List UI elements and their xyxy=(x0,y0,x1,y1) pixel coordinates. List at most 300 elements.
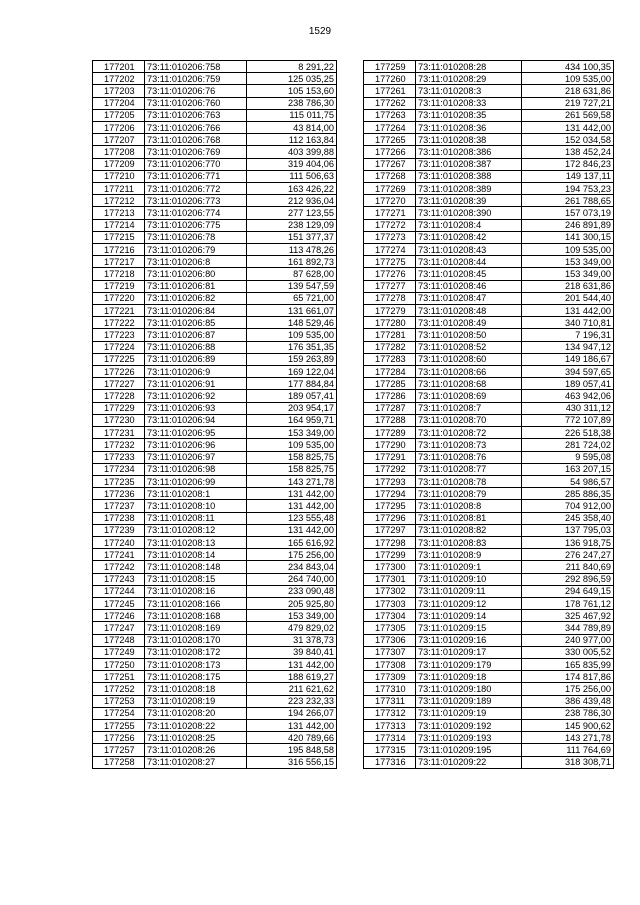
amount-cell: 158 825,75 xyxy=(247,463,337,475)
row-number-cell: 177239 xyxy=(93,524,145,536)
amount-cell: 172 846,23 xyxy=(522,158,614,170)
table-row xyxy=(93,402,337,414)
cadastral-number-cell: 73:11:010206:95 xyxy=(145,427,247,439)
table-left-body xyxy=(93,61,337,769)
cadastral-number-cell: 73:11:010206:76 xyxy=(145,85,247,97)
cadastral-number-cell: 73:11:010208:20 xyxy=(145,707,247,719)
amount-cell: 276 247,27 xyxy=(522,549,614,561)
row-number-cell: 177316 xyxy=(364,756,416,768)
table-row xyxy=(93,683,337,695)
table-row xyxy=(93,719,337,731)
cadastral-number-cell: 73:11:010208:13 xyxy=(145,536,247,548)
cadastral-number-cell: 73:11:010209:19 xyxy=(416,707,522,719)
amount-cell: 153 349,00 xyxy=(522,268,614,280)
table-row xyxy=(93,134,337,146)
amount-cell: 189 057,41 xyxy=(247,390,337,402)
amount-cell: 175 256,00 xyxy=(522,683,614,695)
amount-cell: 105 153,60 xyxy=(247,85,337,97)
table-row xyxy=(93,195,337,207)
table-row xyxy=(364,744,614,756)
row-number-cell: 177252 xyxy=(93,683,145,695)
table-row xyxy=(364,195,614,207)
row-number-cell: 177294 xyxy=(364,488,416,500)
table-row xyxy=(364,317,614,329)
amount-cell: 174 817,86 xyxy=(522,671,614,683)
table-row xyxy=(364,414,614,426)
cadastral-number-cell: 73:11:010208:45 xyxy=(416,268,522,280)
amount-cell: 131 442,00 xyxy=(522,305,614,317)
cadastral-number-cell: 73:11:010208:8 xyxy=(416,500,522,512)
cadastral-number-cell: 73:11:010208:388 xyxy=(416,170,522,182)
amount-cell: 43 814,00 xyxy=(247,122,337,134)
table-row xyxy=(364,73,614,85)
row-number-cell: 177214 xyxy=(93,219,145,231)
amount-cell: 238 129,09 xyxy=(247,219,337,231)
cadastral-number-cell: 73:11:010209:22 xyxy=(416,756,522,768)
row-number-cell: 177212 xyxy=(93,195,145,207)
row-number-cell: 177296 xyxy=(364,512,416,524)
table-row xyxy=(364,158,614,170)
amount-cell: 134 947,12 xyxy=(522,341,614,353)
table-row xyxy=(364,658,614,670)
table-row xyxy=(364,207,614,219)
table-row xyxy=(93,390,337,402)
cadastral-number-cell: 73:11:010206:98 xyxy=(145,463,247,475)
cadastral-number-cell: 73:11:010208:49 xyxy=(416,317,522,329)
row-number-cell: 177263 xyxy=(364,109,416,121)
table-row xyxy=(364,97,614,109)
row-number-cell: 177315 xyxy=(364,744,416,756)
cadastral-number-cell: 73:11:010206:760 xyxy=(145,97,247,109)
row-number-cell: 177219 xyxy=(93,280,145,292)
table-row xyxy=(93,732,337,744)
row-number-cell: 177237 xyxy=(93,500,145,512)
table-row xyxy=(364,585,614,597)
row-number-cell: 177256 xyxy=(93,732,145,744)
cadastral-number-cell: 73:11:010208:36 xyxy=(416,122,522,134)
amount-cell: 292 896,59 xyxy=(522,573,614,585)
row-number-cell: 177228 xyxy=(93,390,145,402)
table-row xyxy=(364,475,614,487)
cadastral-number-cell: 73:11:010209:195 xyxy=(416,744,522,756)
amount-cell: 238 786,30 xyxy=(522,707,614,719)
cadastral-number-cell: 73:11:010206:80 xyxy=(145,268,247,280)
table-row xyxy=(364,183,614,195)
cadastral-number-cell: 73:11:010208:1 xyxy=(145,488,247,500)
amount-cell: 111 764,69 xyxy=(522,744,614,756)
amount-cell: 145 900,62 xyxy=(522,719,614,731)
row-number-cell: 177298 xyxy=(364,536,416,548)
amount-cell: 218 631,86 xyxy=(522,85,614,97)
amount-cell: 264 740,00 xyxy=(247,573,337,585)
cadastral-number-cell: 73:11:010208:166 xyxy=(145,597,247,609)
cadastral-number-cell: 73:11:010206:79 xyxy=(145,244,247,256)
table-row xyxy=(93,183,337,195)
amount-cell: 294 649,15 xyxy=(522,585,614,597)
row-number-cell: 177210 xyxy=(93,170,145,182)
row-number-cell: 177243 xyxy=(93,573,145,585)
amount-cell: 479 829,02 xyxy=(247,622,337,634)
amount-cell: 261 788,65 xyxy=(522,195,614,207)
cadastral-number-cell: 73:11:010208:170 xyxy=(145,634,247,646)
table-row xyxy=(93,97,337,109)
cadastral-number-cell: 73:11:010208:25 xyxy=(145,732,247,744)
amount-cell: 152 034,58 xyxy=(522,134,614,146)
amount-cell: 319 404,06 xyxy=(247,158,337,170)
amount-cell: 161 892,73 xyxy=(247,256,337,268)
cadastral-number-cell: 73:11:010206:84 xyxy=(145,305,247,317)
amount-cell: 211 840,69 xyxy=(522,561,614,573)
amount-cell: 316 556,15 xyxy=(247,756,337,768)
amount-cell: 195 848,58 xyxy=(247,744,337,756)
amount-cell: 109 535,00 xyxy=(247,329,337,341)
table-row xyxy=(364,134,614,146)
table-row xyxy=(364,231,614,243)
cadastral-number-cell: 73:11:010208:47 xyxy=(416,292,522,304)
table-row xyxy=(93,646,337,658)
cadastral-number-cell: 73:11:010208:44 xyxy=(416,256,522,268)
cadastral-number-cell: 73:11:010208:35 xyxy=(416,109,522,121)
cadastral-number-cell: 73:11:010206:758 xyxy=(145,61,247,73)
row-number-cell: 177300 xyxy=(364,561,416,573)
cadastral-number-cell: 73:11:010206:772 xyxy=(145,183,247,195)
table-row xyxy=(93,329,337,341)
row-number-cell: 177266 xyxy=(364,146,416,158)
amount-cell: 169 122,04 xyxy=(247,366,337,378)
table-row xyxy=(93,549,337,561)
table-row xyxy=(93,73,337,85)
cadastral-number-cell: 73:11:010206:8 xyxy=(145,256,247,268)
amount-cell: 285 886,35 xyxy=(522,488,614,500)
cadastral-number-cell: 73:11:010206:99 xyxy=(145,475,247,487)
row-number-cell: 177285 xyxy=(364,378,416,390)
table-row xyxy=(364,61,614,73)
table-row xyxy=(364,561,614,573)
cadastral-number-cell: 73:11:010208:33 xyxy=(416,97,522,109)
table-row xyxy=(93,622,337,634)
table-row xyxy=(364,463,614,475)
table-row xyxy=(93,378,337,390)
row-number-cell: 177235 xyxy=(93,475,145,487)
row-number-cell: 177241 xyxy=(93,549,145,561)
table-row xyxy=(364,427,614,439)
amount-cell: 131 661,07 xyxy=(247,305,337,317)
row-number-cell: 177293 xyxy=(364,475,416,487)
table-row xyxy=(364,500,614,512)
cadastral-number-cell: 73:11:010208:18 xyxy=(145,683,247,695)
row-number-cell: 177262 xyxy=(364,97,416,109)
amount-cell: 87 628,00 xyxy=(247,268,337,280)
row-number-cell: 177290 xyxy=(364,439,416,451)
row-number-cell: 177278 xyxy=(364,292,416,304)
cadastral-number-cell: 73:11:010206:766 xyxy=(145,122,247,134)
row-number-cell: 177265 xyxy=(364,134,416,146)
table-row xyxy=(93,109,337,121)
table-row xyxy=(364,451,614,463)
row-number-cell: 177270 xyxy=(364,195,416,207)
cadastral-number-cell: 73:11:010208:72 xyxy=(416,427,522,439)
row-number-cell: 177206 xyxy=(93,122,145,134)
table-row xyxy=(93,695,337,707)
amount-cell: 137 795,03 xyxy=(522,524,614,536)
amount-cell: 125 035,25 xyxy=(247,73,337,85)
row-number-cell: 177216 xyxy=(93,244,145,256)
row-number-cell: 177232 xyxy=(93,439,145,451)
amount-cell: 153 349,00 xyxy=(522,256,614,268)
row-number-cell: 177273 xyxy=(364,231,416,243)
amount-cell: 203 954,17 xyxy=(247,402,337,414)
table-row xyxy=(364,695,614,707)
table-row xyxy=(93,585,337,597)
row-number-cell: 177272 xyxy=(364,219,416,231)
cadastral-number-cell: 73:11:010206:97 xyxy=(145,451,247,463)
table-row xyxy=(364,573,614,585)
amount-cell: 201 544,40 xyxy=(522,292,614,304)
cadastral-number-cell: 73:11:010208:12 xyxy=(145,524,247,536)
table-row xyxy=(364,756,614,768)
table-row xyxy=(93,268,337,280)
amount-cell: 261 569,58 xyxy=(522,109,614,121)
amount-cell: 131 442,00 xyxy=(247,658,337,670)
cadastral-number-cell: 73:11:010208:60 xyxy=(416,353,522,365)
row-number-cell: 177282 xyxy=(364,341,416,353)
amount-cell: 344 789,89 xyxy=(522,622,614,634)
table-row xyxy=(93,610,337,622)
table-row xyxy=(364,353,614,365)
table-row xyxy=(93,512,337,524)
table-row xyxy=(364,390,614,402)
row-number-cell: 177312 xyxy=(364,707,416,719)
cadastral-number-cell: 73:11:010208:27 xyxy=(145,756,247,768)
row-number-cell: 177269 xyxy=(364,183,416,195)
table-row xyxy=(93,231,337,243)
amount-cell: 772 107,89 xyxy=(522,414,614,426)
table-row xyxy=(364,719,614,731)
table-row xyxy=(364,219,614,231)
row-number-cell: 177224 xyxy=(93,341,145,353)
row-number-cell: 177274 xyxy=(364,244,416,256)
table-row xyxy=(364,488,614,500)
cadastral-number-cell: 73:11:010208:76 xyxy=(416,451,522,463)
row-number-cell: 177250 xyxy=(93,658,145,670)
amount-cell: 159 263,89 xyxy=(247,353,337,365)
cadastral-number-cell: 73:11:010208:52 xyxy=(416,341,522,353)
row-number-cell: 177276 xyxy=(364,268,416,280)
amount-cell: 131 442,00 xyxy=(247,488,337,500)
table-row xyxy=(93,573,337,585)
amount-cell: 211 621,62 xyxy=(247,683,337,695)
cadastral-number-cell: 73:11:010208:387 xyxy=(416,158,522,170)
cadastral-number-cell: 73:11:010208:70 xyxy=(416,414,522,426)
cadastral-number-cell: 73:11:010209:192 xyxy=(416,719,522,731)
row-number-cell: 177295 xyxy=(364,500,416,512)
amount-cell: 194 266,07 xyxy=(247,707,337,719)
row-number-cell: 177251 xyxy=(93,671,145,683)
row-number-cell: 177303 xyxy=(364,597,416,609)
row-number-cell: 177275 xyxy=(364,256,416,268)
row-number-cell: 177253 xyxy=(93,695,145,707)
amount-cell: 149 137,11 xyxy=(522,170,614,182)
cadastral-number-cell: 73:11:010209:18 xyxy=(416,671,522,683)
row-number-cell: 177304 xyxy=(364,610,416,622)
cadastral-number-cell: 73:11:010208:38 xyxy=(416,134,522,146)
table-row xyxy=(93,561,337,573)
amount-cell: 177 884,84 xyxy=(247,378,337,390)
table-row xyxy=(364,646,614,658)
row-number-cell: 177248 xyxy=(93,634,145,646)
table-row xyxy=(93,317,337,329)
table-row xyxy=(93,658,337,670)
table-row xyxy=(364,280,614,292)
row-number-cell: 177226 xyxy=(93,366,145,378)
row-number-cell: 177279 xyxy=(364,305,416,317)
row-number-cell: 177217 xyxy=(93,256,145,268)
row-number-cell: 177225 xyxy=(93,353,145,365)
row-number-cell: 177308 xyxy=(364,658,416,670)
cadastral-number-cell: 73:11:010206:94 xyxy=(145,414,247,426)
cadastral-number-cell: 73:11:010208:39 xyxy=(416,195,522,207)
amount-cell: 153 349,00 xyxy=(247,610,337,622)
cadastral-number-cell: 73:11:010208:66 xyxy=(416,366,522,378)
table-left xyxy=(92,60,337,769)
amount-cell: 149 186,67 xyxy=(522,353,614,365)
amount-cell: 430 311,12 xyxy=(522,402,614,414)
row-number-cell: 177305 xyxy=(364,622,416,634)
amount-cell: 226 518,38 xyxy=(522,427,614,439)
cadastral-number-cell: 73:11:010208:81 xyxy=(416,512,522,524)
table-row xyxy=(364,732,614,744)
table-row xyxy=(364,146,614,158)
amount-cell: 219 727,21 xyxy=(522,97,614,109)
cadastral-number-cell: 73:11:010209:179 xyxy=(416,658,522,670)
table-row xyxy=(364,597,614,609)
cadastral-number-cell: 73:11:010209:11 xyxy=(416,585,522,597)
amount-cell: 246 891,89 xyxy=(522,219,614,231)
row-number-cell: 177257 xyxy=(93,744,145,756)
cadastral-number-cell: 73:11:010208:172 xyxy=(145,646,247,658)
amount-cell: 340 710,81 xyxy=(522,317,614,329)
table-row xyxy=(93,85,337,97)
amount-cell: 330 005,52 xyxy=(522,646,614,658)
table-row xyxy=(93,280,337,292)
table-row xyxy=(93,524,337,536)
row-number-cell: 177264 xyxy=(364,122,416,134)
table-row xyxy=(93,451,337,463)
table-row xyxy=(93,122,337,134)
table-row xyxy=(364,439,614,451)
cadastral-number-cell: 73:11:010208:82 xyxy=(416,524,522,536)
cadastral-number-cell: 73:11:010208:83 xyxy=(416,536,522,548)
row-number-cell: 177240 xyxy=(93,536,145,548)
cadastral-number-cell: 73:11:010208:4 xyxy=(416,219,522,231)
table-row xyxy=(364,268,614,280)
amount-cell: 115 011,75 xyxy=(247,109,337,121)
row-number-cell: 177313 xyxy=(364,719,416,731)
table-row xyxy=(93,597,337,609)
row-number-cell: 177204 xyxy=(93,97,145,109)
row-number-cell: 177215 xyxy=(93,231,145,243)
amount-cell: 111 506,63 xyxy=(247,170,337,182)
row-number-cell: 177292 xyxy=(364,463,416,475)
row-number-cell: 177260 xyxy=(364,73,416,85)
row-number-cell: 177299 xyxy=(364,549,416,561)
table-row xyxy=(364,378,614,390)
cadastral-number-cell: 73:11:010206:775 xyxy=(145,219,247,231)
amount-cell: 165 835,99 xyxy=(522,658,614,670)
amount-cell: 188 619,27 xyxy=(247,671,337,683)
amount-cell: 54 986,57 xyxy=(522,475,614,487)
table-row xyxy=(364,366,614,378)
table-row xyxy=(93,671,337,683)
row-number-cell: 177311 xyxy=(364,695,416,707)
amount-cell: 223 232,33 xyxy=(247,695,337,707)
amount-cell: 143 271,78 xyxy=(522,732,614,744)
table-row xyxy=(93,158,337,170)
cadastral-number-cell: 73:11:010209:10 xyxy=(416,573,522,585)
amount-cell: 212 936,04 xyxy=(247,195,337,207)
row-number-cell: 177287 xyxy=(364,402,416,414)
row-number-cell: 177302 xyxy=(364,585,416,597)
table-row xyxy=(93,439,337,451)
amount-cell: 109 535,00 xyxy=(247,439,337,451)
table-row xyxy=(93,634,337,646)
row-number-cell: 177301 xyxy=(364,573,416,585)
row-number-cell: 177297 xyxy=(364,524,416,536)
cadastral-number-cell: 73:11:010206:771 xyxy=(145,170,247,182)
amount-cell: 386 439,48 xyxy=(522,695,614,707)
table-row xyxy=(364,170,614,182)
cadastral-number-cell: 73:11:010206:759 xyxy=(145,73,247,85)
cadastral-number-cell: 73:11:010208:15 xyxy=(145,573,247,585)
table-row xyxy=(93,707,337,719)
cadastral-number-cell: 73:11:010206:87 xyxy=(145,329,247,341)
cadastral-number-cell: 73:11:010208:73 xyxy=(416,439,522,451)
row-number-cell: 177259 xyxy=(364,61,416,73)
row-number-cell: 177288 xyxy=(364,414,416,426)
row-number-cell: 177258 xyxy=(93,756,145,768)
cadastral-number-cell: 73:11:010208:3 xyxy=(416,85,522,97)
cadastral-number-cell: 73:11:010206:85 xyxy=(145,317,247,329)
cadastral-number-cell: 73:11:010208:68 xyxy=(416,378,522,390)
cadastral-number-cell: 73:11:010208:173 xyxy=(145,658,247,670)
row-number-cell: 177271 xyxy=(364,207,416,219)
cadastral-number-cell: 73:11:010208:389 xyxy=(416,183,522,195)
amount-cell: 158 825,75 xyxy=(247,451,337,463)
amount-cell: 131 442,00 xyxy=(247,524,337,536)
table-row xyxy=(93,61,337,73)
cadastral-number-cell: 73:11:010206:769 xyxy=(145,146,247,158)
table-row xyxy=(364,683,614,695)
cadastral-number-cell: 73:11:010208:78 xyxy=(416,475,522,487)
table-row xyxy=(364,109,614,121)
table-row xyxy=(93,292,337,304)
table-row xyxy=(93,500,337,512)
cadastral-number-cell: 73:11:010209:189 xyxy=(416,695,522,707)
cadastral-number-cell: 73:11:010208:77 xyxy=(416,463,522,475)
page-number: 1529 xyxy=(308,26,332,37)
row-number-cell: 177268 xyxy=(364,170,416,182)
amount-cell: 151 377,37 xyxy=(247,231,337,243)
table-right xyxy=(363,60,614,769)
row-number-cell: 177246 xyxy=(93,610,145,622)
amount-cell: 463 942,06 xyxy=(522,390,614,402)
cadastral-number-cell: 73:11:010208:168 xyxy=(145,610,247,622)
table-row xyxy=(364,610,614,622)
amount-cell: 245 358,40 xyxy=(522,512,614,524)
amount-cell: 141 300,15 xyxy=(522,231,614,243)
row-number-cell: 177245 xyxy=(93,597,145,609)
row-number-cell: 177202 xyxy=(93,73,145,85)
